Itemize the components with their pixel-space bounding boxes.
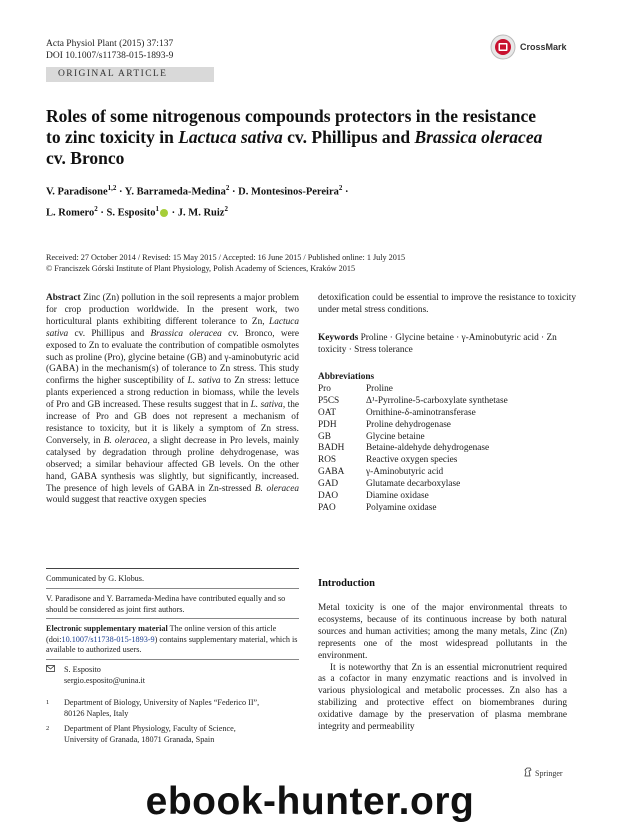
abbreviations-label: Abbreviations: [318, 372, 375, 382]
abbreviation-term: BADH: [318, 443, 345, 454]
introduction-heading: Introduction: [318, 578, 375, 589]
title-text: to zinc toxicity in: [46, 127, 179, 147]
abbreviation-row: [318, 467, 508, 479]
affiliation-number: 1: [46, 699, 50, 706]
abbreviation-term: DAO: [318, 491, 339, 502]
author-affiliation-mark: 2: [225, 184, 230, 192]
abbreviation-row: [318, 503, 508, 515]
author-name[interactable]: D. Montesinos-Pereira: [238, 186, 339, 198]
abbreviation-row: [318, 384, 508, 396]
footnote-divider: [46, 588, 299, 589]
author-affiliation-mark: 2: [94, 204, 98, 213]
contact-block: [46, 665, 299, 686]
affiliation-line: Department of Plant Physiology, Faculty of Science,: [64, 724, 236, 733]
abbreviation-term: GAD: [318, 479, 339, 490]
affiliation-row: [46, 724, 299, 745]
introduction-paragraph: It is noteworthy that Zn is an essential micronutrient required as a cofactor in many enzymatic reactions and is involved in various physiological and metabolic processes. Zn also has a stabilizing and protective effect on biomembranes during oxidative damage by the preservation of plasma membrane integrity and permeability: [318, 662, 567, 733]
orcid-icon[interactable]: [160, 209, 168, 217]
introduction-paragraph: Metal toxicity is one of the major environmental threats to ecosystems, because of its continuous increase by both natural sources and human activities; among the many metals, Zinc (Zn) represents one of the most widespread pollutants in the environment.: [318, 603, 567, 661]
abstract-text: cv. Bronco, were exposed to Zn to evaluate the contribution of compatible osmolytes such as proline (Pro), glycine betaine (GB) and γ-aminobutyric acid (GABA) in the mechanism(s) of tolerance to Zn stress. This study confirms the higher susceptibility of: [46, 328, 299, 387]
author-line-2: [46, 201, 566, 222]
doi-line: DOI 10.1007/s11738-015-1893-9: [46, 51, 174, 61]
contact-details: [64, 665, 145, 686]
publisher-name: Springer: [535, 768, 563, 778]
corresponding-author: [46, 665, 299, 686]
abstract-text: would suggest that reactive oxygen species: [46, 495, 207, 506]
affiliation-text: [64, 724, 236, 745]
abbreviation-definition: Betaine-aldehyde dehydrogenase: [366, 443, 490, 454]
joint-authorship-note: V. Paradisone and Y. Barrameda-Medina have contributed equally and so should be considered as joint first authors.: [46, 594, 286, 614]
copyright-line: © Franciszek Górski Institute of Plant Physiology, Polish Academy of Sciences, Kraków 2015: [46, 264, 356, 273]
esm-text: The online version of this article (doi:: [46, 624, 277, 644]
abbreviation-row: [318, 443, 508, 455]
abstract-text: , a slight decrease in Pro levels, mainly catalysed by degradation through proline dehydrogenase, was observed; a similar behaviour affected GB levels. On the other hand, GABA synthesis was slightly, but significantly, increased. The presence of high levels of GABA in Zn-stressed: [46, 435, 300, 494]
esm-text: ) contains supplementary material, which is available to authorized users.: [46, 634, 298, 654]
author-separator: ·: [342, 186, 349, 198]
abbreviation-term: OAT: [318, 407, 337, 418]
author-name[interactable]: V. Paradisone: [46, 186, 108, 198]
author-affiliation-mark: 2: [224, 204, 228, 213]
abstract-species: L. sativa: [250, 400, 283, 411]
abbreviation-row: [318, 479, 508, 491]
abstract-species: Lactuca sativa: [46, 316, 299, 339]
affiliation-text: [64, 698, 259, 719]
publisher-logo: [523, 767, 563, 779]
abstract-species: Brassica oleracea: [150, 328, 222, 339]
abbreviation-term: P5CS: [318, 395, 340, 406]
author-separator: ·: [229, 186, 239, 198]
abbreviation-row: [318, 408, 508, 420]
author-name[interactable]: Y. Barrameda-Medina: [124, 186, 226, 198]
abbreviation-term: GB: [318, 431, 331, 442]
affiliation-2: [46, 724, 299, 745]
crossmark-badge[interactable]: [490, 34, 567, 60]
title-species: Lactuca sativa: [178, 127, 283, 147]
abbreviation-term: PAO: [318, 502, 336, 513]
abbreviation-definition: Polyamine oxidase: [366, 502, 437, 513]
abbreviation-definition: Glutamate decarboxylase: [366, 479, 461, 490]
abbreviation-row: [318, 396, 508, 408]
author-affiliation-mark: 1,2: [107, 184, 117, 192]
affiliation-line: University of Granada, 18071 Granada, Spain: [64, 734, 215, 744]
abstract-text: to Zn stress: lettuce plants experienced a strong reduction in biomass, while the levels of Pro and GB increased. These results suggest that in: [46, 376, 300, 411]
affiliation-line: Department of Biology, University of Naples “Federico II”,: [64, 698, 260, 707]
title-line-3: cv. Bronco: [46, 148, 125, 168]
footnote-divider: [46, 618, 299, 619]
affiliation-row: [46, 698, 299, 719]
springer-horse-icon: [523, 767, 533, 779]
abbreviation-definition: Δ¹-Pyrroline-5-carboxylate synthetase: [366, 395, 508, 406]
affiliation-number: 2: [46, 725, 50, 732]
title-text: cv. Phillipus and: [282, 127, 415, 147]
supplementary-note: [46, 624, 299, 656]
abbreviation-row: [318, 455, 508, 467]
contact-email[interactable]: sergio.esposito@unina.it: [64, 675, 146, 685]
article-title: [46, 106, 576, 169]
footnote-divider: [46, 659, 299, 660]
crossmark-icon: [490, 34, 516, 60]
abstract-label: Abstract: [46, 293, 81, 303]
envelope-icon: [46, 665, 56, 686]
footnote-divider: [46, 568, 299, 569]
abbreviation-definition: Diamine oxidase: [366, 491, 429, 502]
author-separator: ·: [169, 207, 178, 218]
author-affiliation-mark: 2: [338, 184, 343, 192]
publication-dates: [46, 252, 576, 274]
title-species: Brassica oleracea: [414, 127, 543, 147]
abbreviation-definition: Proline: [366, 383, 393, 394]
affiliation-line: 80126 Naples, Italy: [64, 708, 129, 718]
abbreviation-term: PDH: [318, 419, 337, 430]
abstract-text: , the increase of Pro and GB does not represent a mechanism of resistance to toxicity, but it is likely a symptom of Zn stress. Conversely, in: [46, 400, 299, 446]
esm-label: Electronic supplementary material: [46, 624, 168, 633]
affiliation-1: [46, 698, 299, 719]
abbreviation-term: ROS: [318, 455, 337, 466]
introduction-body: [318, 603, 567, 734]
author-affiliation-mark: 1: [155, 204, 160, 213]
esm-doi-link[interactable]: 10.1007/s11738-015-1893-9: [61, 634, 155, 644]
keywords-text: Proline · Glycine betaine · γ-Aminobutyric acid · Zn toxicity · Stress tolerance: [318, 333, 557, 355]
author-name[interactable]: S. Esposito: [106, 207, 156, 218]
journal-issue: Acta Physiol Plant (2015) 37:137: [46, 39, 174, 49]
abbreviation-definition: Reactive oxygen species: [366, 455, 458, 466]
abbreviation-term: Pro: [318, 383, 331, 394]
abstract-text: cv. Phillipus and: [68, 328, 151, 339]
author-list: [46, 180, 566, 221]
abbreviation-definition: Glycine betaine: [366, 431, 425, 442]
abstract: [46, 293, 299, 507]
abstract-species: B. oleracea: [254, 483, 299, 494]
crossmark-label: CrossMark: [520, 42, 567, 52]
author-name[interactable]: J. M. Ruiz: [177, 207, 225, 218]
abbreviation-row: [318, 420, 508, 432]
contact-name: S. Esposito: [64, 665, 101, 674]
abstract-text: Zinc (Zn) pollution in the soil represents a major problem for crop production worldwide. In the present work, two horticultural plants exhibiting different tolerance to Zn,: [46, 293, 299, 327]
abbreviation-definition: Proline dehydrogenase: [366, 419, 451, 430]
title-line-2: [46, 127, 576, 148]
title-line-1: Roles of some nitrogenous compounds protectors in the resistance: [46, 106, 536, 126]
watermark: ebook-hunter.org: [145, 780, 475, 823]
history-dates: Received: 27 October 2014 / Revised: 15 May 2015 / Accepted: 16 June 2015 / Published online: 1 July 2015: [46, 253, 406, 262]
author-separator: ·: [116, 186, 125, 198]
abbreviation-row: [318, 491, 508, 503]
abbreviation-definition: γ-Aminobutyric acid: [366, 467, 444, 478]
keywords: [318, 333, 576, 357]
abbreviation-definition: Ornithine-δ-aminotransferase: [366, 407, 476, 418]
journal-citation: [46, 38, 173, 62]
abbreviation-term: GABA: [318, 467, 345, 478]
author-line-1: [46, 180, 566, 201]
author-name[interactable]: L. Romero: [46, 207, 95, 218]
abbreviation-row: [318, 432, 508, 444]
communicated-by: Communicated by G. Klobus.: [46, 574, 145, 583]
abstract-species: B. oleracea: [103, 435, 148, 446]
abbreviations-table: [318, 384, 508, 515]
article-type-banner: ORIGINAL ARTICLE: [46, 67, 214, 82]
abbreviations: [318, 372, 576, 515]
abstract-species: L. sativa: [187, 376, 221, 387]
author-separator: ·: [97, 207, 107, 218]
abstract-continuation: detoxification could be essential to improve the resistance to toxicity under metal stress conditions.: [318, 293, 576, 315]
keywords-label: Keywords: [318, 333, 359, 343]
